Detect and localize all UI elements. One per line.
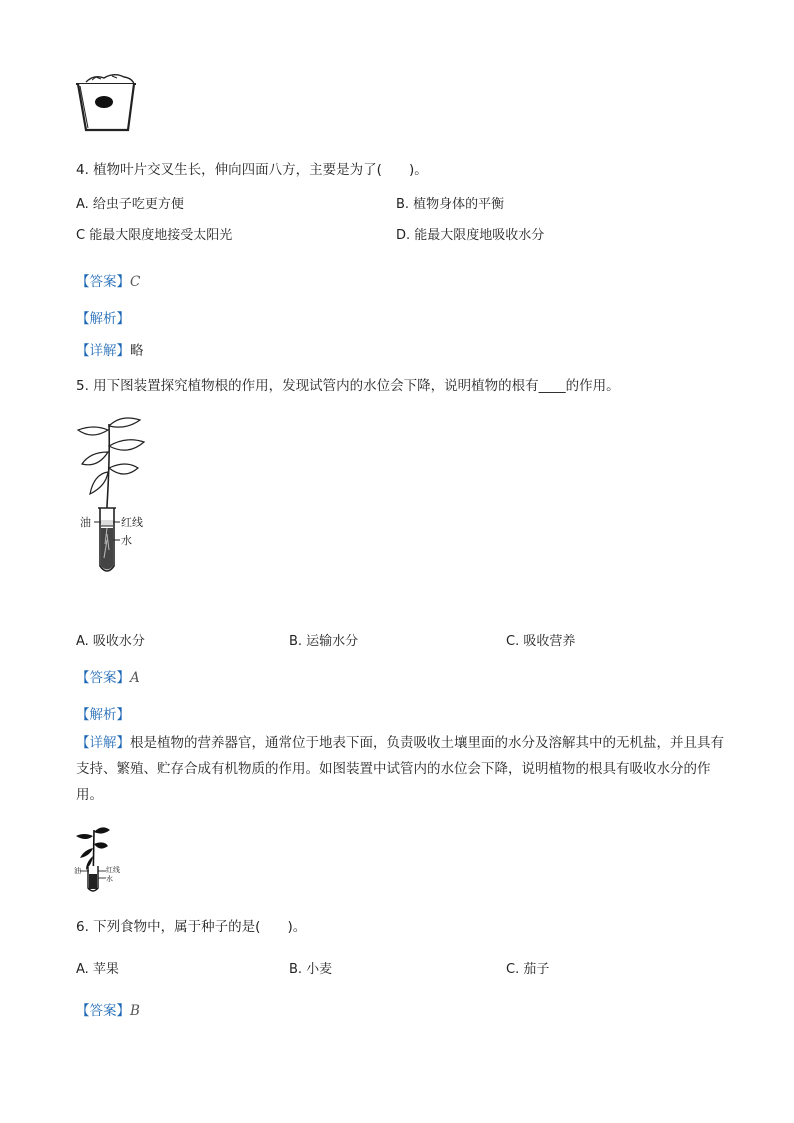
q6-option-b[interactable]: B. 小麦 [289,962,333,977]
q5-answer [76,666,140,686]
label-water: 水 [106,875,113,883]
q6-answer [76,999,140,1019]
cup-seed-illustration [74,72,138,134]
plant-test-tube-figure [76,416,166,576]
leaf-icon [90,472,108,494]
q5-option-a[interactable]: A. 吸收水分 [76,634,145,649]
q5-detail [76,730,726,808]
answer-tag: 【答案】 [76,670,130,686]
q4-detail [76,339,144,359]
leaf-icon [80,848,93,858]
q4-answer [76,270,140,290]
seed-icon [95,96,113,108]
plant-test-tube-figure-small [74,826,134,894]
answer-value: A [130,670,140,686]
q5-option-b[interactable]: B. 运输水分 [289,634,359,649]
q4-option-c[interactable]: C 能最大限度地接受太阳光 [76,228,233,243]
detail-tag: 【详解】 [76,343,130,359]
leaf-icon [78,427,108,435]
q5-analysis [76,703,130,723]
q4-analysis [76,307,130,327]
answer-value: B [130,1003,140,1019]
analysis-tag: 【解析】 [76,311,130,327]
label-red-line: 红线 [106,866,120,874]
q6-option-a[interactable]: A. 苹果 [76,962,119,977]
leaf-icon [109,464,138,474]
detail-text: 略 [130,343,144,359]
leaf-icon [94,827,110,833]
label-oil: 油 [80,516,91,529]
answer-tag: 【答案】 [76,1003,130,1019]
leaf-icon [76,834,93,839]
answer-tag: 【答案】 [76,274,130,290]
q6-option-c[interactable]: C. 茄子 [506,962,550,977]
leaf-icon [82,452,108,465]
leaf-icon [109,440,144,450]
q5-stem: 5. 用下图装置探究植物根的作用，发现试管内的水位会下降，说明植物的根有____的作用。 [76,378,620,394]
q6-stem: 6. 下列食物中，属于种子的是( )。 [76,919,307,935]
label-oil: 油 [74,867,81,875]
detail-tag: 【详解】 [76,735,130,751]
label-water: 水 [121,534,132,547]
q4-option-d[interactable]: D. 能最大限度地吸收水分 [396,228,545,243]
leaf-icon [109,418,140,427]
answer-value: C [130,274,141,290]
label-red-line: 红线 [121,516,143,529]
q4-stem: 4. 植物叶片交叉生长，伸向四面八方，主要是为了( )。 [76,162,428,178]
q4-option-b[interactable]: B. 植物身体的平衡 [396,197,505,212]
leaf-icon [94,842,108,848]
q5-option-c[interactable]: C. 吸收营养 [506,634,576,649]
detail-text: 根是植物的营养器官，通常位于地表下面，负责吸收土壤里面的水分及溶解其中的无机盐，并且具有支持、繁殖、贮存合成有机物质的作用。如图装置中试管内的水位会下降，说明植物的根具有吸收水分的作用。 [76,735,724,803]
analysis-tag: 【解析】 [76,707,130,723]
q4-option-a[interactable]: A. 给虫子吃更方便 [76,197,184,212]
